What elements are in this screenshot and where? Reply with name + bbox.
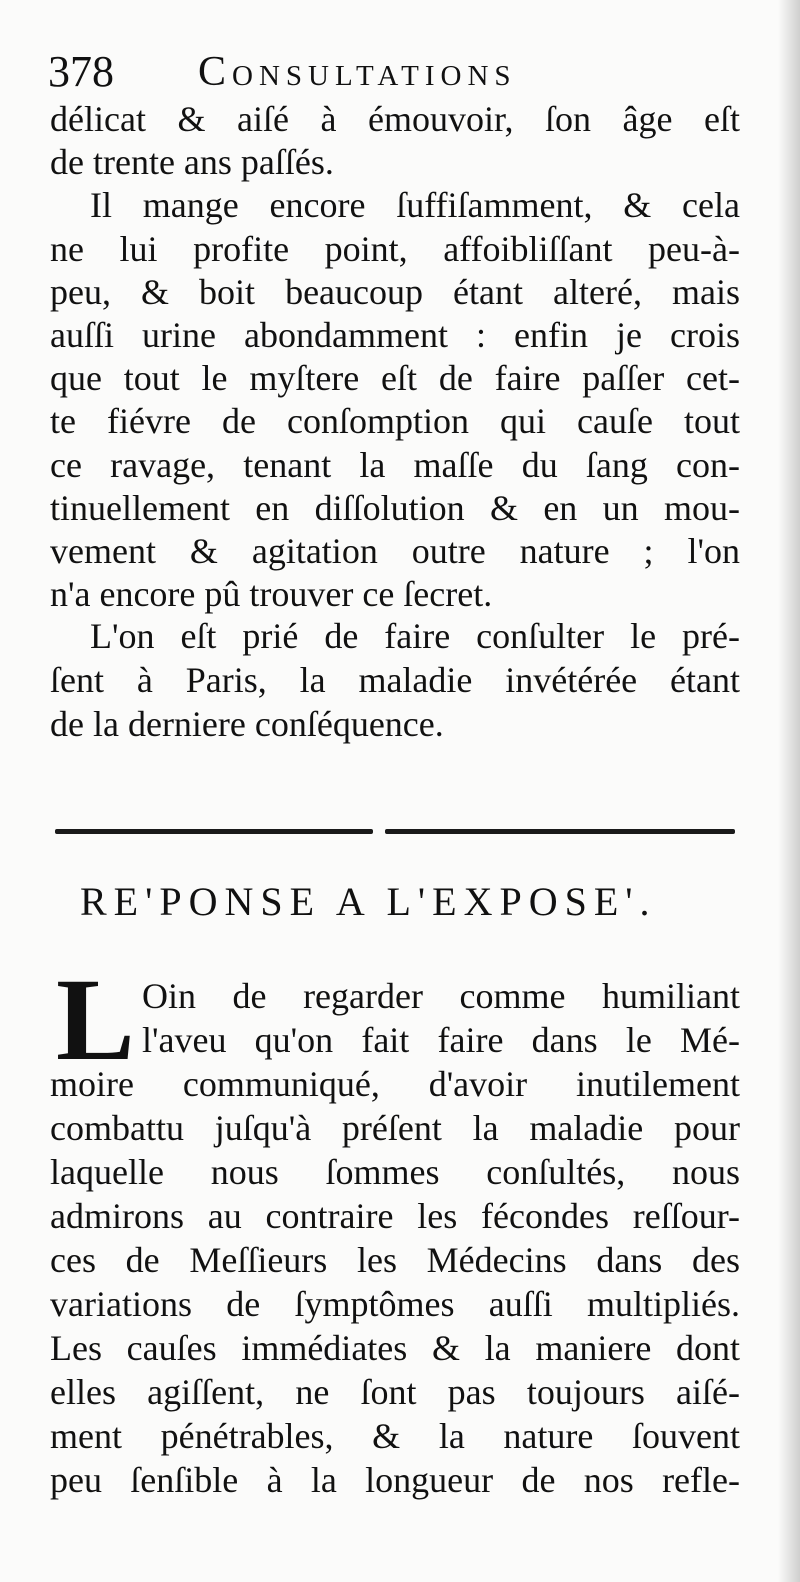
divider-segment [385,829,735,834]
text-line: ce ravage, tenant la maſſe du ſang con- [50,444,740,485]
text-line: l'aveu qu'on fait faire dans le Mé- [142,1020,740,1060]
text-line: n'a encore pû trouver ce ſecret. [50,574,493,615]
text-line: vement & agitation outre nature ; l'on [50,530,740,571]
drop-cap: L [56,954,135,1085]
text-line: combattu juſqu'à préſent la maladie pour [50,1108,740,1148]
text-line: délicat & aiſé à émouvoir, ſon âge eſt [50,99,740,139]
text-line: que tout le myſtere eſt de faire paſſer cet- [50,358,740,399]
text-line: ces de Meſſieurs les Médecins dans des [50,1240,740,1280]
text-line: ment pénétrables, & la nature ſouvent [50,1416,740,1456]
page-number: 378 [48,47,114,96]
section-heading: RE'PONSE A L'EXPOSE'. [80,879,657,924]
text-line: Il mange encore ſuffiſamment, & cela [90,185,740,226]
text-line: de trente ans paſſés. [50,142,334,183]
text-line: admirons au contraire les fécondes reſſour- [50,1196,740,1236]
text-line: peu ſenſible à la longueur de nos refle- [50,1460,740,1500]
text-line: elles agiſſent, ne ſont pas toujours aiſé- [50,1372,740,1412]
section-divider [55,826,735,838]
text-line: te fiévre de conſomption qui cauſe tout [50,401,740,442]
page-header [48,44,748,100]
exposition-text [50,98,740,616]
text-line: Les cauſes immédiates & la maniere dont [50,1328,740,1368]
text-line: de la derniere conſéquence. [50,704,444,744]
text-line: laquelle nous ſommes conſultés, nous [50,1152,740,1192]
text-line: ne lui profite point, affoibliſſant peu-à- [50,228,740,269]
request-paragraph [50,614,740,746]
running-head: Consultations [198,49,517,95]
text-line: Oin de regarder comme humiliant [142,976,740,1016]
divider-segment [55,829,373,834]
page-edge-shadow [778,0,800,1582]
text-line: variations de ſymptômes auſſi multipliés. [50,1284,740,1324]
text-line: moire communiqué, d'avoir inutilement [50,1064,740,1104]
text-line: L'on eſt prié de faire conſulter le pré- [90,616,740,656]
text-line: tinuellement en diſſolution & en un mou- [50,487,740,528]
text-line: ſent à Paris, la maladie invétérée étant [50,660,740,700]
response-text [50,974,740,1502]
text-line: peu, & boit beaucoup étant alteré, mais [50,271,740,312]
text-line: auſſi urine abondamment : enfin je crois [50,314,740,355]
